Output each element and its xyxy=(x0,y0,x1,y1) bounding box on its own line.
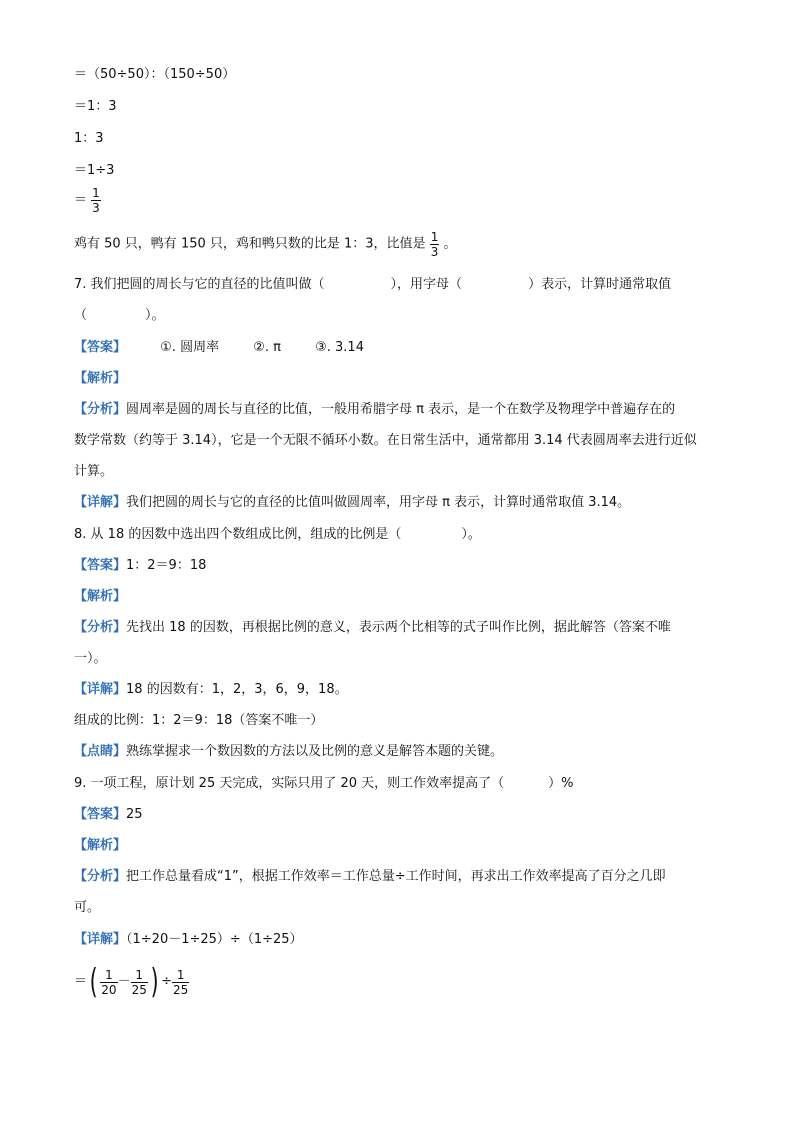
q9-question-line xyxy=(74,775,574,793)
summary-end: 。 xyxy=(443,236,457,252)
fraction-denominator: 3 xyxy=(92,201,100,215)
q8-fenxi-line-2: 一）。 xyxy=(74,651,107,666)
fraction-one-third xyxy=(91,186,101,215)
fraction-numerator: 1 xyxy=(131,968,148,983)
analysis-tag: 【解析】 xyxy=(74,838,127,853)
q7-fenxi-line-1 xyxy=(74,401,675,419)
q7-answer-item-3: ③. 3.14 xyxy=(315,340,364,355)
fraction-one-twentyfifth xyxy=(131,968,148,997)
q7-fenxi-text-1: 圆周率是圆的周长与直径的比值，一般用希腊字母 π 表示，是一个在数学及物理学中普遍存在的 xyxy=(126,402,676,417)
q7-text-e: ）。 xyxy=(145,308,165,323)
q7-xiangjie-line xyxy=(74,494,630,512)
q7-text-a: 7. 我们把圆的周长与它的直径的比值叫做（ xyxy=(74,277,325,292)
q7-answer-item-2: ②. π xyxy=(253,340,281,355)
q8-analysis-tag xyxy=(74,588,126,606)
q8-answer: 1：2＝9：18 xyxy=(126,558,207,573)
q8-text-a: 8. 从 18 的因数中选出四个数组成比例，组成的比例是（ xyxy=(74,527,402,542)
q8-xiangjie-line xyxy=(74,681,348,699)
xiangjie-tag: 【详解】 xyxy=(74,682,127,697)
q7-fenxi-line-3: 计算。 xyxy=(74,464,114,479)
equals-sign: ＝ xyxy=(74,974,88,989)
q8-text-b: ）。 xyxy=(461,527,481,542)
q8-extra-line: 组成的比例：1：2＝9：18（答案不唯一） xyxy=(74,713,324,728)
fraction-one-twentieth xyxy=(100,968,117,997)
q8-dianjing-text: 熟练掌握求一个数因数的方法以及比例的意义是解答本题的关键。 xyxy=(126,744,504,759)
right-paren: ) xyxy=(150,962,159,1002)
q7-question-line-2 xyxy=(74,307,165,325)
fraction-one-twentyfifth xyxy=(172,968,189,997)
calc-line-5 xyxy=(74,186,101,215)
q7-text-b: ），用字母（ xyxy=(390,277,463,292)
answer-tag: 【答案】 xyxy=(74,340,127,355)
q9-answer-line xyxy=(74,806,143,824)
xiangjie-tag: 【详解】 xyxy=(74,932,127,947)
fraction-denominator: 20 xyxy=(101,982,117,997)
q7-text-d: （ xyxy=(74,308,88,323)
q7-question-line-1 xyxy=(74,276,671,294)
q8-dianjing-line xyxy=(74,743,503,761)
fraction-numerator: 1 xyxy=(92,186,100,200)
fenxi-tag: 【分析】 xyxy=(74,869,127,884)
q7-answer-item-1: ①. 圆周率 xyxy=(160,340,220,355)
fraction-one-third xyxy=(430,230,440,259)
summary-text: 鸡有 50 只，鸭有 150 只，鸡和鸭只数的比是 1：3，比值是 xyxy=(74,236,426,252)
fenxi-tag: 【分析】 xyxy=(74,620,127,635)
xiangjie-tag: 【详解】 xyxy=(74,495,127,510)
minus-sign: － xyxy=(117,974,131,989)
q8-fenxi-text-1: 先找出 18 的因数，再根据比例的意义，表示两个比相等的式子叫作比例，据此解答（答案不唯 xyxy=(126,620,671,635)
q9-text-b: ）% xyxy=(548,776,574,791)
fraction-denominator: 25 xyxy=(131,982,147,997)
divide-sign: ÷ xyxy=(161,974,173,989)
q9-fenxi-line-1 xyxy=(74,868,666,886)
dianjing-tag: 【点睛】 xyxy=(74,744,127,759)
q9-expression-line xyxy=(74,963,189,1001)
q9-xiangjie-text: （1÷20－1÷25）÷（1÷25） xyxy=(126,932,303,947)
calc-line-2: ＝1：3 xyxy=(74,99,117,114)
fraction-numerator: 1 xyxy=(172,968,189,983)
fraction-numerator: 1 xyxy=(100,968,117,983)
q7-answer-line xyxy=(74,339,364,357)
fraction-numerator: 1 xyxy=(430,230,439,244)
answer-tag: 【答案】 xyxy=(74,807,127,822)
q7-fenxi-line-2: 数学常数（约等于 3.14），它是一个无限不循环小数。在日常生活中，通常都用 3.14 代表圆周率去进行近似 xyxy=(74,433,697,448)
analysis-tag: 【解析】 xyxy=(74,589,127,604)
summary-line xyxy=(74,230,457,259)
answer-tag: 【答案】 xyxy=(74,558,127,573)
calc-line-1: ＝（50÷50）：（150÷50） xyxy=(74,67,236,82)
q8-question-line xyxy=(74,526,481,544)
fraction-denominator: 3 xyxy=(430,245,439,259)
q9-fenxi-line-2: 可。 xyxy=(74,900,101,915)
q9-analysis-tag xyxy=(74,837,126,855)
q8-answer-line xyxy=(74,557,206,575)
q7-xiangjie-text: 我们把圆的周长与它的直径的比值叫做圆周率，用字母 π 表示，计算时通常取值 3.14。 xyxy=(126,495,631,510)
calc-line-4: ＝1÷3 xyxy=(74,163,115,178)
analysis-tag: 【解析】 xyxy=(74,371,127,386)
q9-answer: 25 xyxy=(126,807,143,822)
fenxi-tag: 【分析】 xyxy=(74,402,127,417)
q7-text-c: ）表示，计算时通常取值 xyxy=(528,277,672,292)
calc-line-3: 1：3 xyxy=(74,131,104,146)
q8-fenxi-line-1 xyxy=(74,619,671,637)
q8-xiangjie-text: 18 的因数有：1，2，3，6，9，18。 xyxy=(126,682,348,697)
q7-analysis-tag xyxy=(74,370,126,388)
equals-sign: ＝ xyxy=(74,192,88,208)
fraction-denominator: 25 xyxy=(173,982,189,997)
q9-xiangjie-line xyxy=(74,931,303,949)
q9-fenxi-text-1: 把工作总量看成“1”，根据工作效率＝工作总量÷工作时间，再求出工作效率提高了百分之几即 xyxy=(126,869,666,884)
left-paren: ( xyxy=(89,962,98,1002)
q9-text-a: 9. 一项工程，原计划 25 天完成，实际只用了 20 天，则工作效率提高了（ xyxy=(74,776,505,791)
